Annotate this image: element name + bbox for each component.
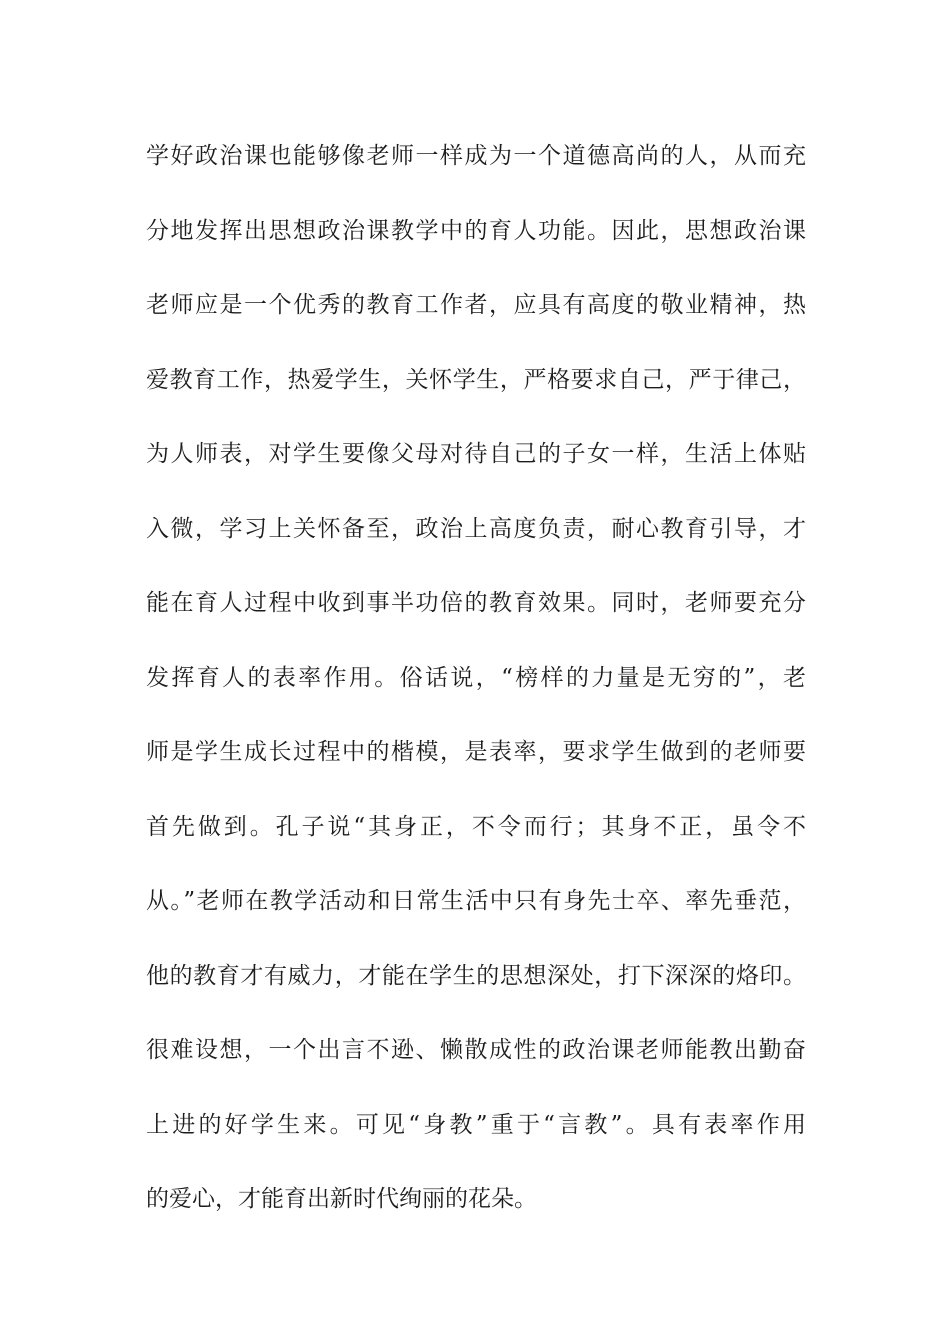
paragraph-line: 师是学生成长过程中的楷模，是表率，要求学生做到的老师要 xyxy=(146,739,806,765)
paragraph-line: 很难设想，一个出言不逊、懒散成性的政治课老师能教出勤奋 xyxy=(146,1037,806,1063)
paragraph-line: 爱教育工作，热爱学生，关怀学生，严格要求自己，严于律己， xyxy=(146,367,806,393)
paragraph-line: 为人师表，对学生要像父母对待自己的子女一样，生活上体贴 xyxy=(146,441,806,467)
paragraph-line: 发挥育人的表率作用。俗话说，“榜样的力量是无穷的”，老 xyxy=(146,665,806,691)
paragraph-line: 学好政治课也能够像老师一样成为一个道德高尚的人，从而充 xyxy=(146,143,806,169)
paragraph-line: 老师应是一个优秀的教育工作者，应具有高度的敬业精神，热 xyxy=(146,292,806,318)
paragraph-line: 首先做到。孔子说“其身正，不令而行；其身不正，虽令不 xyxy=(146,814,806,840)
paragraph-line: 上进的好学生来。可见“身教”重于“言教”。具有表率作用 xyxy=(146,1112,806,1138)
paragraph-line: 的爱心，才能育出新时代绚丽的花朵。 xyxy=(146,1186,537,1212)
paragraph-line: 他的教育才有威力，才能在学生的思想深处，打下深深的烙印。 xyxy=(146,963,806,989)
paragraph-line: 从。”老师在教学活动和日常生活中只有身先士卒、率先垂范， xyxy=(146,888,806,914)
paragraph-line: 分地发挥出思想政治课教学中的育人功能。因此，思想政治课 xyxy=(146,218,806,244)
paragraph-line: 入微，学习上关怀备至，政治上高度负责，耐心教育引导，才 xyxy=(146,516,806,542)
paragraph-line: 能在育人过程中收到事半功倍的教育效果。同时，老师要充分 xyxy=(146,590,806,616)
